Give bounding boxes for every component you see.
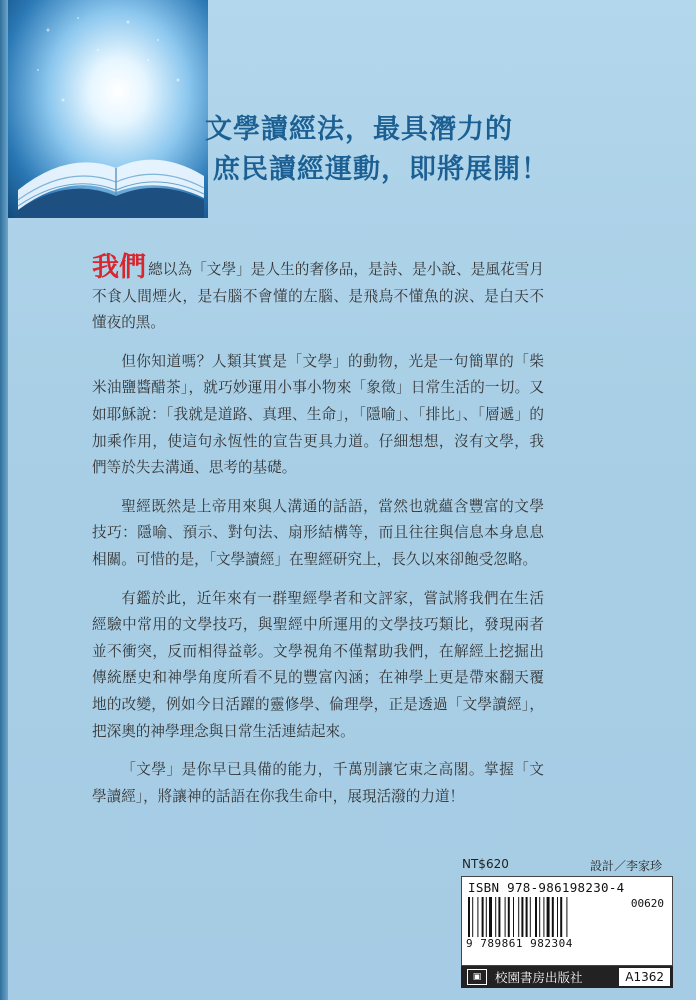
tagline-line-2: 庶民讀經運動，即將展開！ xyxy=(213,154,549,185)
paragraph-5: 「文學」是你早已具備的能力，千萬別讓它束之高閣。掌握「文學讀經」，將讓神的話語在你我生命中，展現活潑的力道！ xyxy=(92,761,544,805)
price-label: NT$620 xyxy=(462,857,509,871)
isbn-text: ISBN 978-986198230-4 xyxy=(468,880,625,895)
designer-credit: 設計／李家珍 xyxy=(589,859,662,873)
tagline xyxy=(205,110,665,190)
lead-word: 我們 xyxy=(92,252,147,283)
spine-edge xyxy=(0,0,8,1000)
catalog-code: A1362 xyxy=(619,968,670,986)
barcode-bars-icon xyxy=(468,897,618,937)
barcode-digits: 9 789861 982304 xyxy=(466,937,573,950)
publisher-name: 校園書房出版社 xyxy=(495,970,583,985)
publisher-bar xyxy=(461,966,673,988)
tagline-line-1: 文學讀經法，最具潛力的 xyxy=(205,114,513,145)
paragraph-1-text: 總以為「文學」是人生的奢侈品，是詩、是小說、是風花雪月不食人間煙火，是右腦不會懂的左腦、是飛鳥不懂魚的淚、是白天不懂夜的黑。 xyxy=(92,261,544,332)
open-book-icon xyxy=(8,0,208,218)
paragraph-4: 有鑑於此，近年來有一群聖經學者和文評家，嘗試將我們在生活經驗中常用的文學技巧，與聖經中所運用的文學技巧類比，發現兩者並不衝突，反而相得益彰。文學視角不僅幫助我們，在解經上挖掘出傳統歷史和神學角度所看不見的豐富內涵；在神學上更是帶來翻天覆地的改變，例如今日活躍的靈修學、倫理學，正是透過「文學讀經」，把深奧的神學理念與日常生活連結起來。 xyxy=(92,589,544,740)
blurb-text xyxy=(92,252,544,822)
open-book-image xyxy=(8,0,208,218)
paragraph-1 xyxy=(92,252,544,337)
paragraph-2: 但你知道嗎？人類其實是「文學」的動物，光是一句簡單的「柴米油鹽醬醋茶」，就巧妙運用小事小物來「象徵」日常生活的一切。又如耶穌說：「我就是道路、真理、生命」，「隱喻」、「排比」、「層遞」的加乘作用，使這句永恆性的宣告更具力道。仔細想想，沒有文學，我們等於失去溝通、思考的基礎。 xyxy=(92,352,544,477)
paragraph-3: 聖經既然是上帝用來與人溝通的話語，當然也就蘊含豐富的文學技巧：隱喻、預示、對句法、扇形結構等，而且往往與信息本身息息相關。可惜的是，「文學讀經」在聖經研究上，長久以來卻飽受忽略。 xyxy=(92,497,544,568)
barcode-addon: 00620 xyxy=(630,897,664,910)
publisher-logo-icon: ▣ xyxy=(467,969,487,985)
isbn-barcode xyxy=(461,876,673,966)
